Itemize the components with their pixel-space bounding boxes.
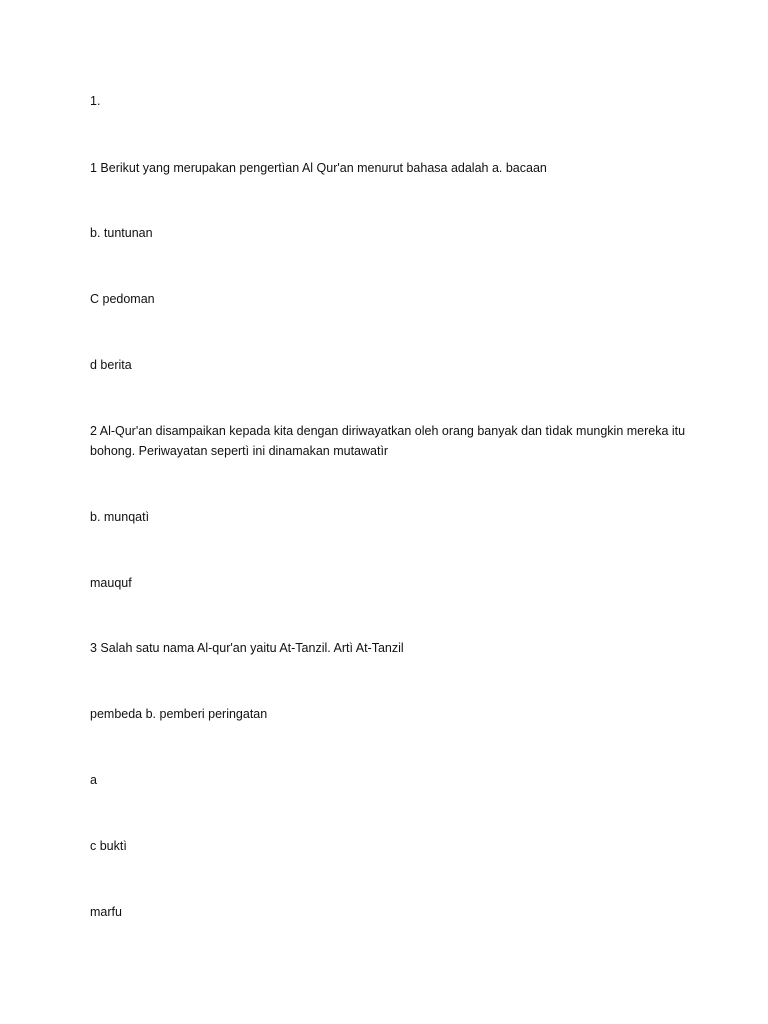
text-line: 3 Salah satu nama Al-qur'an yaitu At-Tanzil. Artì At-Tanzil <box>90 641 404 655</box>
text-line: mauquf <box>90 576 132 590</box>
text-line: marfu <box>90 905 122 919</box>
text-line: 2 Al-Qur'an disampaikan kepada kita dengan diriwayatkan oleh orang banyak dan tìdak mungkin mereka itu bohong. Periwayatan sepertì ini dinamakan mutawatìr <box>90 424 689 458</box>
text-line: b. munqatì <box>90 510 150 524</box>
text-line: 1. <box>90 94 101 108</box>
text-line: pembeda b. pemberi peringatan <box>90 707 268 721</box>
text-line: b. tuntunan <box>90 226 153 240</box>
text-line: 1 Berikut yang merupakan pengertìan Al Qur'an menurut bahasa adalah a. bacaan <box>90 161 547 175</box>
text-line: c buktì <box>90 839 127 853</box>
text-line: d berita <box>90 358 132 372</box>
text-line: a <box>90 773 97 787</box>
text-line: C pedoman <box>90 292 155 306</box>
